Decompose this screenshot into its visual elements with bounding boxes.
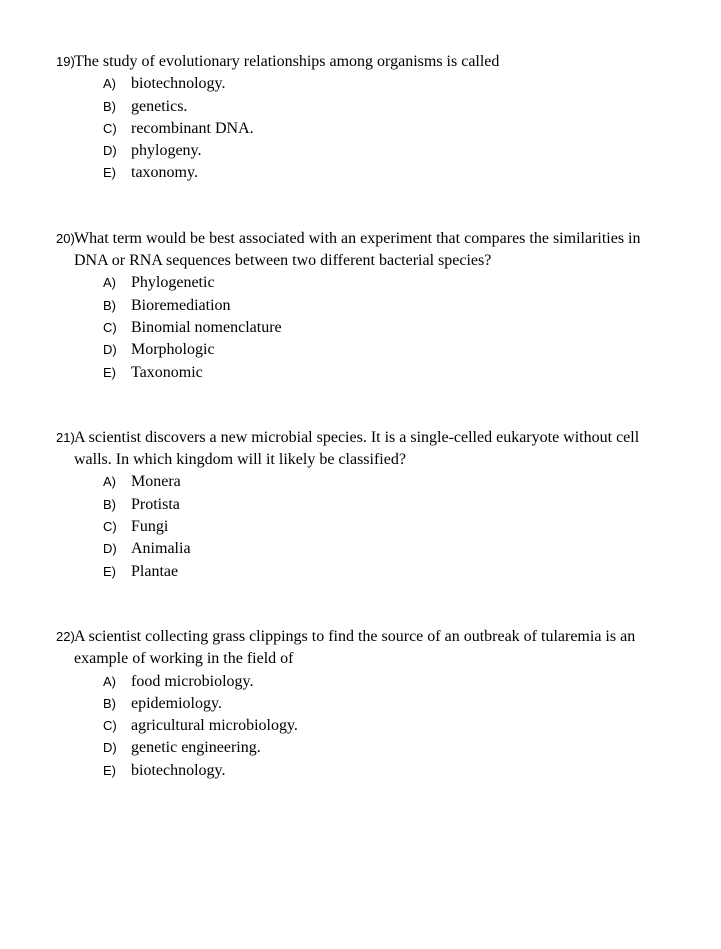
option-letter: D)	[103, 541, 117, 557]
option-e	[103, 362, 681, 384]
question-20	[56, 228, 681, 384]
option-letter: A)	[103, 474, 116, 490]
question-number: 19)	[56, 54, 75, 69]
option-text: Animalia	[131, 540, 191, 558]
option-d	[103, 737, 681, 759]
options-list	[103, 471, 681, 582]
question-19	[56, 51, 681, 185]
option-text: epidemiology.	[131, 694, 222, 712]
option-text: genetics.	[131, 97, 188, 115]
option-letter: D)	[103, 342, 117, 358]
option-letter: A)	[103, 76, 116, 92]
option-a	[103, 671, 681, 693]
option-letter: C)	[103, 120, 117, 136]
option-letter: D)	[103, 143, 117, 159]
options-list	[103, 272, 681, 383]
option-letter: B)	[103, 496, 116, 512]
option-text: genetic engineering.	[131, 739, 261, 757]
option-a	[103, 471, 681, 493]
option-text: phylogeny.	[131, 142, 202, 160]
option-letter: B)	[103, 297, 116, 313]
option-text: recombinant DNA.	[131, 119, 254, 137]
option-d	[103, 538, 681, 560]
option-text: Morphologic	[131, 341, 215, 359]
question-text-line: walls. In which kingdom will it likely be classified?	[74, 451, 406, 469]
option-text: Monera	[131, 473, 181, 491]
option-letter: E)	[103, 364, 116, 380]
option-text: Plantae	[131, 562, 179, 580]
option-c	[103, 118, 681, 140]
option-letter: C)	[103, 718, 117, 734]
option-e	[103, 561, 681, 583]
option-text: Taxonomic	[131, 363, 203, 381]
option-text: biotechnology.	[131, 75, 226, 93]
options-list	[103, 73, 681, 184]
option-text: taxonomy.	[131, 164, 198, 182]
option-d	[103, 339, 681, 361]
question-text-line: A scientist discovers a new microbial species. It is a single-celled eukaryote without cell	[74, 428, 640, 446]
question-21	[56, 427, 681, 583]
option-letter: C)	[103, 519, 117, 535]
option-text: Fungi	[131, 518, 169, 536]
option-letter: E)	[103, 762, 116, 778]
option-letter: D)	[103, 740, 117, 756]
option-b	[103, 96, 681, 118]
option-d	[103, 140, 681, 162]
option-letter: B)	[103, 695, 116, 711]
question-text-line: What term would be best associated with an experiment that compares the similarities in	[74, 229, 641, 247]
question-text-line: DNA or RNA sequences between two different bacterial species?	[74, 252, 492, 270]
question-text-line: A scientist collecting grass clippings to find the source of an outbreak of tularemia is an	[74, 627, 636, 645]
question-number: 20)	[56, 230, 75, 246]
question-22	[56, 626, 681, 782]
option-text: agricultural microbiology.	[131, 717, 298, 735]
question-number: 21)	[56, 429, 75, 445]
option-a	[103, 73, 681, 95]
option-c	[103, 715, 681, 737]
option-b	[103, 494, 681, 516]
option-e	[103, 162, 681, 184]
option-text: Phylogenetic	[131, 274, 215, 292]
option-letter: A)	[103, 673, 116, 689]
option-letter: C)	[103, 319, 117, 335]
option-b	[103, 295, 681, 317]
question-text-line: The study of evolutionary relationships among organisms is called	[74, 53, 500, 70]
option-text: biotechnology.	[131, 761, 226, 779]
option-text: Protista	[131, 495, 180, 513]
option-letter: E)	[103, 563, 116, 579]
option-b	[103, 693, 681, 715]
option-text: Binomial nomenclature	[131, 318, 282, 336]
option-c	[103, 317, 681, 339]
question-number: 22)	[56, 628, 75, 644]
option-a	[103, 272, 681, 294]
option-text: Bioremediation	[131, 296, 231, 314]
option-letter: E)	[103, 165, 116, 181]
option-e	[103, 760, 681, 782]
option-c	[103, 516, 681, 538]
option-letter: B)	[103, 98, 116, 114]
option-text: food microbiology.	[131, 672, 254, 690]
option-letter: A)	[103, 275, 116, 291]
question-text-line: example of working in the field of	[74, 650, 294, 668]
options-list	[103, 671, 681, 782]
